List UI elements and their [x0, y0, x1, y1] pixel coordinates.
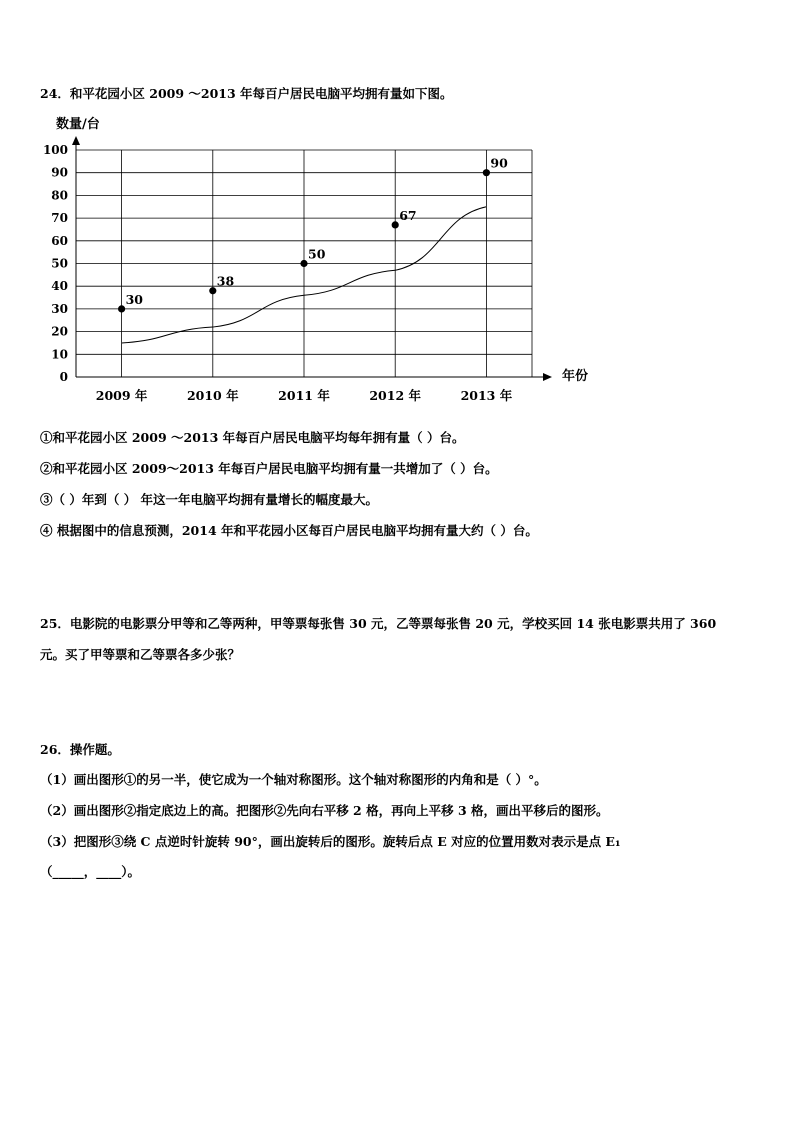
x-tick-label: 2010 年	[186, 388, 239, 403]
x-axis-arrow	[543, 373, 552, 381]
q26-line-4: （3）把图形③绕 C 点逆时针旋转 90°，画出旋转后的图形。旋转后点 E 对应的位置用数对表示是点 E₁	[40, 834, 621, 849]
y-tick-label: 30	[51, 301, 68, 316]
x-axis-label: 年份	[562, 369, 589, 384]
y-axis-arrow	[72, 136, 80, 145]
data-point	[209, 287, 216, 294]
y-tick-label: 90	[51, 165, 68, 180]
q24-item-1: ①和平花园小区 2009 ～2013 年每百户居民电脑平均每年拥有量（ ）台。	[40, 430, 465, 445]
q24-item-2: ②和平花园小区 2009～2013 年每百户居民电脑平均拥有量一共增加了（ ）台。	[40, 461, 498, 476]
data-label: 90	[490, 155, 508, 171]
q26-line-1: 26．操作题。	[40, 742, 120, 757]
data-point	[118, 305, 125, 312]
y-tick-label: 0	[59, 370, 68, 384]
q26-line-2: （1）画出图形①的另一半，使它成为一个轴对称图形。这个轴对称图形的内角和是（ ）°。	[40, 772, 547, 787]
y-tick-label: 10	[51, 347, 68, 362]
y-axis-label: 数量/台	[56, 117, 100, 132]
q24-item-4: ④ 根据图中的信息预测，2014 年和平花园小区每百户居民电脑平均拥有量大约（ ）台。	[40, 523, 538, 538]
q26-line-3: （2）画出图形②指定底边上的高。把图形②先向右平移 2 格，再向上平移 3 格，画出平移后的图形。	[40, 803, 609, 818]
y-tick-label: 80	[51, 188, 68, 203]
y-tick-label: 50	[51, 256, 68, 271]
q24-title: 24．和平花园小区 2009 ～2013 年每百户居民电脑平均拥有量如下图。	[40, 86, 453, 101]
y-tick-label: 70	[51, 211, 68, 226]
data-label: 38	[216, 273, 235, 289]
y-tick-label: 20	[51, 324, 68, 339]
data-point	[300, 260, 307, 267]
data-label: 67	[399, 207, 417, 223]
y-tick-label: 100	[42, 143, 68, 157]
q25-line-1: 25．电影院的电影票分甲等和乙等两种，甲等票每张售 30 元，乙等票每张售 20 元，学校买回 14 张电影票共用了 360	[40, 616, 717, 631]
data-label: 30	[125, 291, 144, 307]
x-tick-label: 2009 年	[95, 388, 148, 403]
x-tick-label: 2011 年	[278, 388, 330, 403]
data-points	[118, 156, 508, 313]
q24-item-3: ③（ ）年到（ ） 年这一年电脑平均拥有量增长的幅度最大。	[40, 492, 379, 507]
y-tick-label: 60	[51, 233, 68, 248]
q25-line-2: 元。买了甲等票和乙等票各多少张？	[40, 647, 241, 662]
x-tick-label: 2012 年	[369, 388, 422, 403]
chart	[0, 0, 794, 420]
data-label: 50	[308, 246, 326, 262]
chart-ticks	[43, 143, 513, 403]
x-tick-label: 2013 年	[460, 388, 513, 403]
y-tick-label: 40	[51, 279, 68, 294]
data-point	[483, 169, 490, 176]
q26-line-5: （_____，____）。	[40, 864, 141, 879]
data-point	[392, 221, 399, 228]
